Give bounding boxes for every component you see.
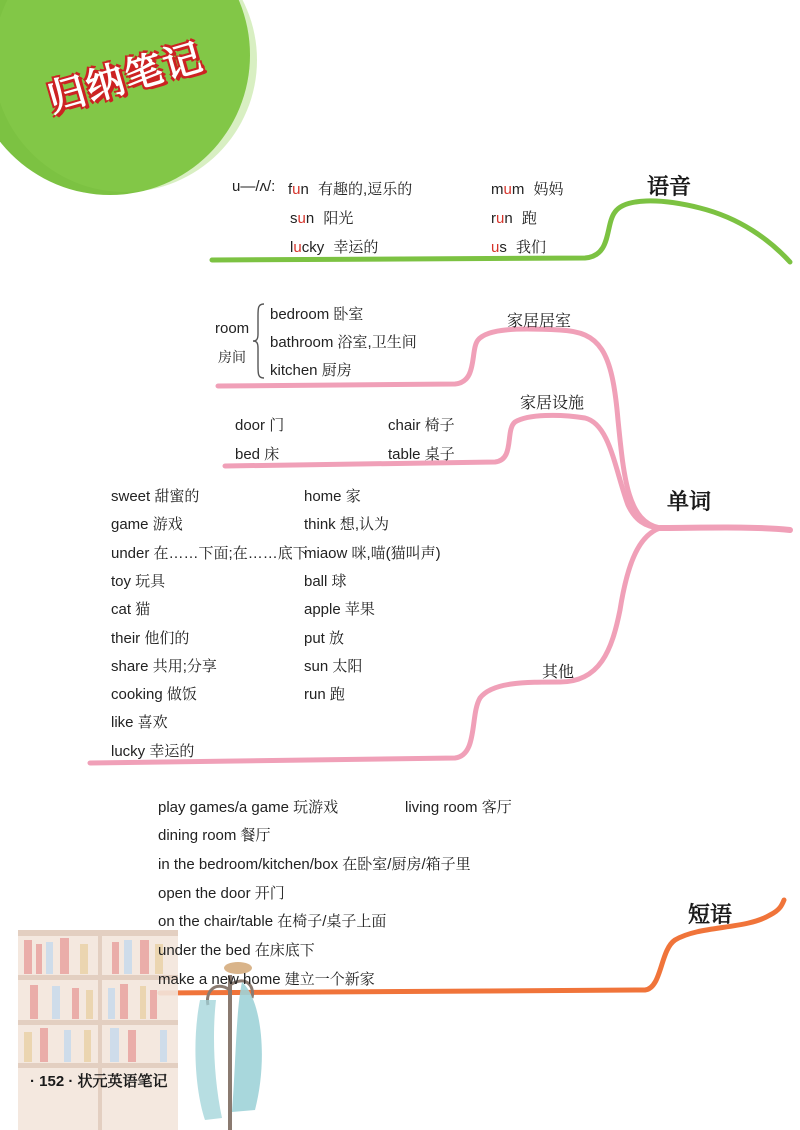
furniture-label: 家居设施 — [520, 393, 585, 412]
pronunciation-word: fun 有趣的,逗乐的 — [288, 181, 413, 198]
pronunciation-word: run 跑 — [491, 210, 537, 227]
room-group-en: room — [215, 320, 250, 337]
other-word: put 放 — [304, 629, 345, 647]
other-word: share 共用;分享 — [111, 657, 217, 675]
phrases-label: 短语 — [688, 903, 733, 928]
room-word: kitchen 厨房 — [270, 362, 352, 379]
other-word: run 跑 — [304, 686, 345, 704]
bookshelf-illustration — [18, 930, 178, 1130]
pronunciation-word: mum 妈妈 — [491, 181, 564, 198]
pronunciation-word: sun 阳光 — [290, 210, 354, 227]
furniture-word: chair 椅子 — [388, 417, 455, 434]
phrase-item: play games/a game 玩游戏 — [158, 799, 339, 816]
furniture-word: table 桌子 — [388, 446, 455, 463]
other-word: game 游戏 — [111, 516, 183, 534]
words-label: 单词 — [667, 490, 712, 515]
phrase-item: open the door 开门 — [158, 885, 285, 902]
other-word: cat 猫 — [111, 601, 151, 619]
other-word: toy 玩具 — [111, 572, 166, 590]
other-word: ball 球 — [304, 572, 347, 590]
other-word: think 想,认为 — [304, 516, 390, 534]
phrase-item: in the bedroom/kitchen/box 在卧室/厨房/箱子里 — [158, 856, 471, 873]
room-word: bedroom 卧室 — [270, 306, 364, 323]
other-word: apple 苹果 — [304, 601, 375, 619]
page-footer: · 152 · 状元英语笔记 — [30, 1073, 168, 1090]
rooms-label: 家居居室 — [507, 311, 572, 330]
brace-icon — [252, 302, 266, 380]
phrase-item: on the chair/table 在椅子/桌子上面 — [158, 913, 387, 930]
other-word: cooking 做饭 — [111, 686, 197, 704]
other-word: home 家 — [304, 488, 361, 505]
other-word: sweet 甜蜜的 — [111, 488, 200, 505]
other-word: sun 太阳 — [304, 657, 363, 675]
phrase-item: under the bed 在床底下 — [158, 942, 315, 959]
furniture-word: door 门 — [235, 417, 285, 434]
room-word: bathroom 浴室,卫生间 — [270, 334, 417, 351]
other-word: under 在……下面;在……底下 — [111, 544, 308, 562]
phrase-item: make a new home 建立一个新家 — [158, 971, 375, 988]
phrase-item: dining room 餐厅 — [158, 827, 271, 844]
section-title: 归纳笔记 — [42, 34, 209, 121]
furniture-word: bed 床 — [235, 446, 280, 463]
other-word: their 他们的 — [111, 629, 190, 647]
pronunciation-word: lucky 幸运的 — [290, 239, 379, 256]
other-word: lucky 幸运的 — [111, 742, 195, 760]
room-group-cn: 房间 — [218, 349, 246, 365]
others-label: 其他 — [542, 662, 575, 681]
other-word: miaow 咪,喵(猫叫声) — [304, 544, 441, 562]
words-main-branch — [660, 528, 790, 531]
pronunciation-word: us 我们 — [491, 239, 547, 256]
phoneme-rule: u—/ʌ/: — [232, 178, 276, 195]
pronunciation-label: 语音 — [647, 175, 692, 200]
phrase-item: living room 客厅 — [405, 799, 512, 816]
other-word: like 喜欢 — [111, 714, 168, 732]
